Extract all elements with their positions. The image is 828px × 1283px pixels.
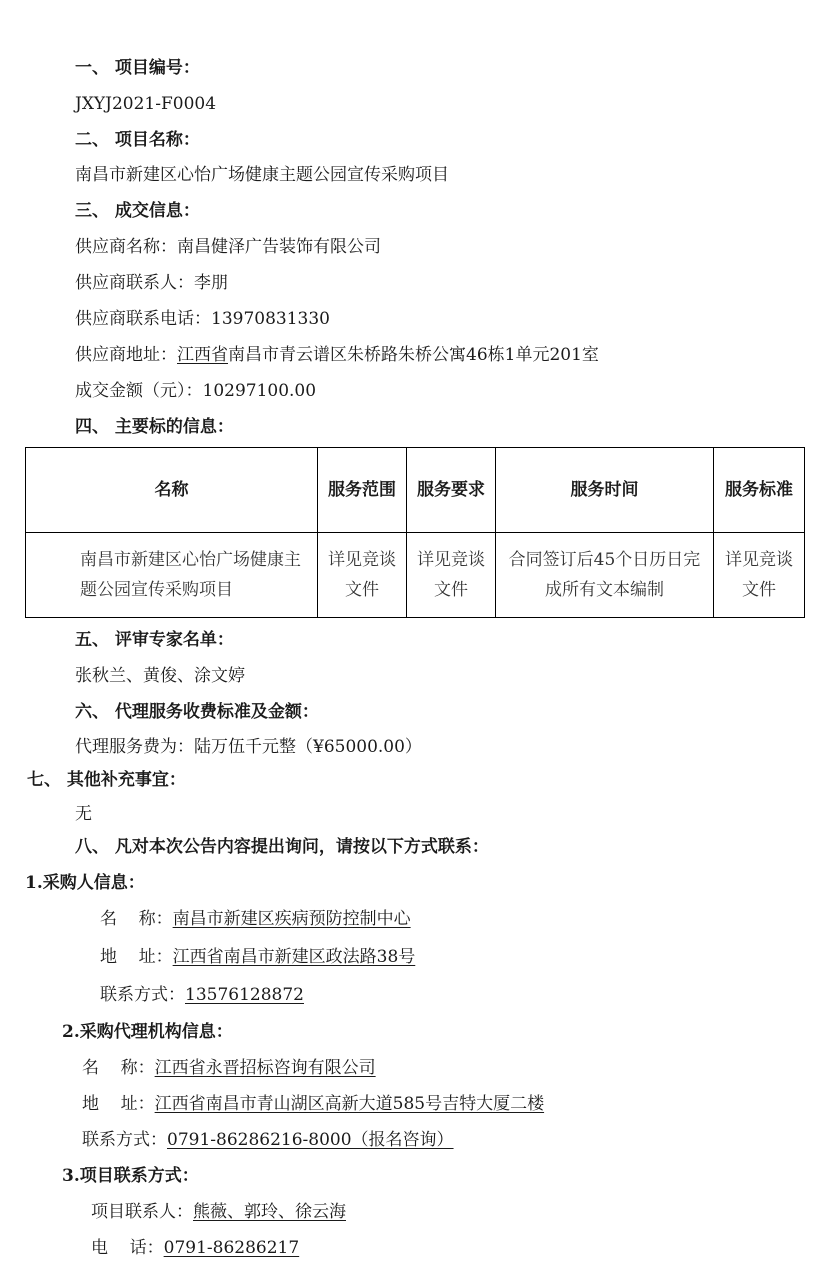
experts-list: 张秋兰、黄俊、涂文婷	[75, 666, 245, 686]
agency-fee: 代理服务费为：陆万伍千元整（¥65000.00）	[75, 737, 422, 757]
project-contacts-label: 项目联系人：	[91, 1202, 193, 1222]
project-phone-row	[91, 1236, 299, 1260]
section-1-heading: 一、 项目编号：	[75, 58, 200, 78]
supplier-address-province: 江西省	[177, 345, 228, 365]
purchaser-contact-label: 联系方式：	[100, 985, 185, 1005]
agency-address-row	[82, 1092, 544, 1116]
supplier-contact: 李朋	[194, 273, 228, 293]
supplier-address: 南昌市青云谱区朱桥路朱桥公寓46栋1单元201室	[228, 345, 599, 365]
project-number: JXYJ2021-F0004	[75, 94, 217, 114]
agency-name: 江西省永晋招标咨询有限公司	[154, 1058, 376, 1078]
supplier-phone-row	[75, 307, 330, 331]
section-6-heading: 六、 代理服务收费标准及金额：	[75, 702, 319, 722]
deal-amount-row	[75, 379, 316, 403]
agency-contact-row	[82, 1128, 454, 1152]
agency-address: 江西省南昌市青山湖区高新大道585号吉特大厦二楼	[154, 1094, 545, 1114]
agency-name-label: 名 称：	[82, 1058, 155, 1078]
table-header-cell: 名称	[26, 448, 318, 533]
supplier-name-label: 供应商名称：	[75, 237, 177, 257]
agency-address-label: 地 址：	[82, 1094, 155, 1114]
purchaser-name-label: 名 称：	[100, 909, 173, 929]
table-cell: 详见竞谈文件	[714, 533, 805, 618]
section-2-heading: 二、 项目名称：	[75, 130, 200, 150]
project-phone-label: 电 话：	[91, 1238, 164, 1258]
section-8-heading: 八、 凡对本次公告内容提出询问，请按以下方式联系：	[75, 837, 489, 857]
table-header-cell: 服务标准	[714, 448, 805, 533]
supplier-name-row	[75, 235, 381, 259]
supplementary-info: 无	[75, 804, 92, 824]
supplier-address-label: 供应商地址：	[75, 345, 177, 365]
agency-contact-label: 联系方式：	[82, 1130, 167, 1150]
purchaser-name-row	[100, 907, 411, 931]
agency-name-row	[82, 1056, 376, 1080]
purchaser-address: 江西省南昌市新建区政法路38号	[172, 947, 416, 967]
table-cell: 详见竞谈文件	[318, 533, 407, 618]
subject-info-table	[25, 447, 805, 618]
section-4-heading: 四、 主要标的信息：	[75, 417, 234, 437]
table-row	[26, 533, 805, 618]
supplier-address-row	[75, 343, 599, 367]
table-cell: 详见竞谈文件	[407, 533, 496, 618]
section-3-heading: 三、 成交信息：	[75, 201, 200, 221]
project-contacts-row	[91, 1200, 346, 1224]
deal-amount: 10297100.00	[202, 381, 317, 401]
agency-contact: 0791-86286216-8000（报名咨询）	[167, 1130, 454, 1150]
deal-amount-label: 成交金额（元）：	[75, 381, 203, 401]
supplier-name: 南昌健泽广告装饰有限公司	[177, 237, 381, 257]
purchaser-address-label: 地 址：	[100, 947, 173, 967]
section-5-heading: 五、 评审专家名单：	[75, 630, 234, 650]
purchaser-heading: 1.采购人信息：	[25, 873, 145, 893]
purchaser-contact: 13576128872	[185, 985, 304, 1005]
purchaser-name: 南昌市新建区疾病预防控制中心	[172, 909, 411, 929]
supplier-contact-row	[75, 271, 228, 295]
project-name: 南昌市新建区心怡广场健康主题公园宣传采购项目	[75, 165, 449, 185]
table-header-cell: 服务时间	[496, 448, 714, 533]
project-phone: 0791-86286217	[163, 1238, 300, 1258]
agency-heading: 2.采购代理机构信息：	[62, 1022, 233, 1042]
purchaser-address-row	[100, 945, 415, 969]
table-cell: 南昌市新建区心怡广场健康主题公园宣传采购项目	[26, 533, 318, 618]
purchaser-contact-row	[100, 983, 304, 1007]
project-contacts: 熊薇、郭玲、徐云海	[193, 1202, 346, 1222]
table-header-row	[26, 448, 805, 533]
table-header-cell: 服务范围	[318, 448, 407, 533]
table-header-cell: 服务要求	[407, 448, 496, 533]
supplier-contact-label: 供应商联系人：	[75, 273, 194, 293]
supplier-phone: 13970831330	[211, 309, 330, 329]
supplier-phone-label: 供应商联系电话：	[75, 309, 211, 329]
section-7-heading: 七、 其他补充事宜：	[27, 770, 186, 790]
table-cell: 合同签订后45个日历日完成所有文本编制	[496, 533, 714, 618]
project-contact-heading: 3.项目联系方式：	[62, 1166, 199, 1186]
